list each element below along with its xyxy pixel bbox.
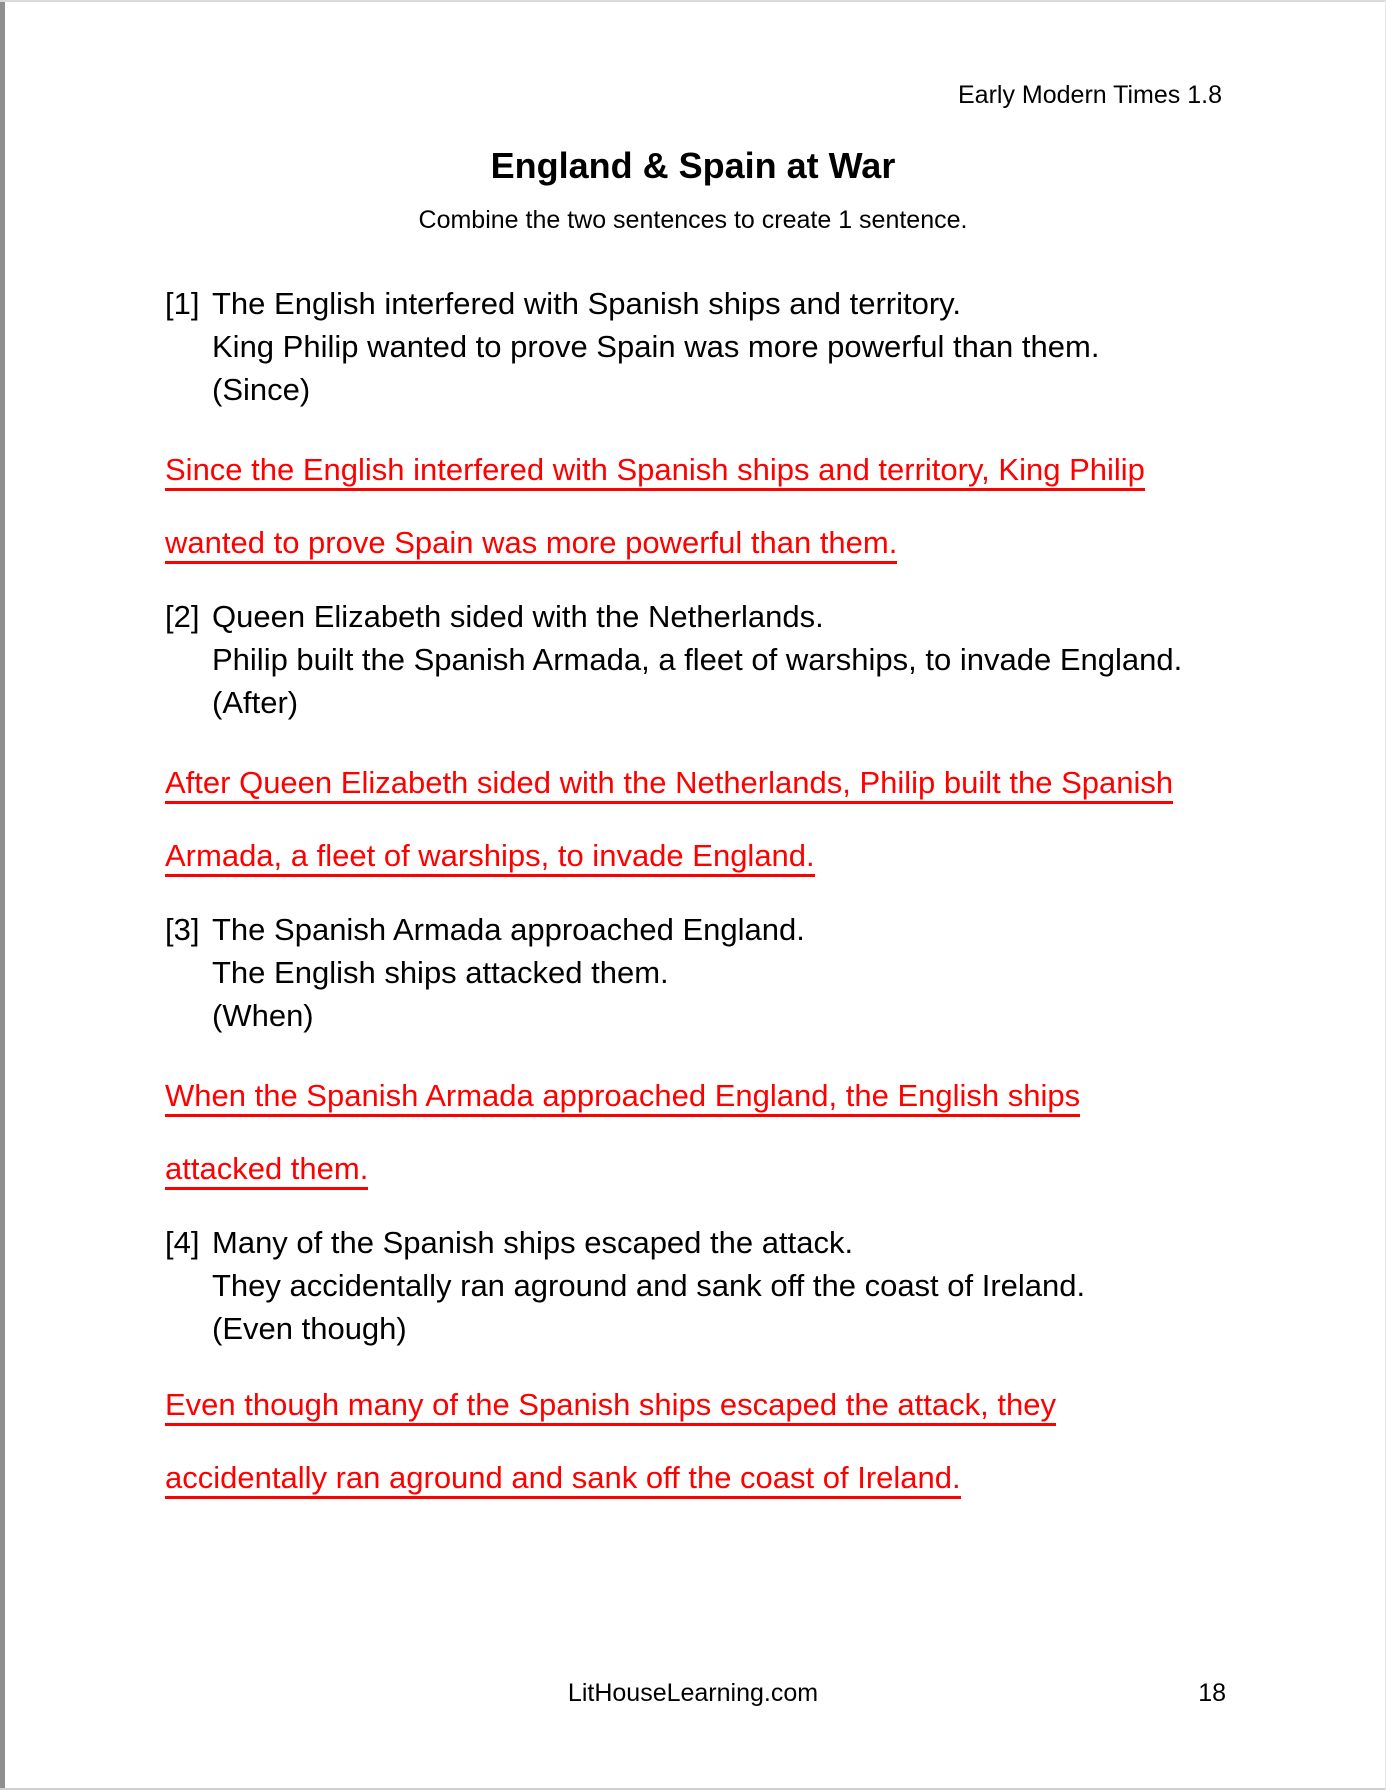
item-4-conjunction: (Even though) — [212, 1311, 407, 1346]
item-1-answer-text-1: Since the English interfered with Spanish ships and territory, King Philip — [165, 452, 1145, 491]
viewer-left-edge — [0, 0, 5, 1790]
item-2-sentence-2: Philip built the Spanish Armada, a fleet of warships, to invade England. — [212, 642, 1183, 677]
item-2-answer-line-1 — [165, 765, 1173, 801]
item-2-answer-text-2: Armada, a fleet of warships, to invade England. — [165, 838, 815, 877]
item-3-prompt — [212, 908, 805, 1037]
item-2-prompt — [212, 595, 1182, 724]
item-4-answer-line-1 — [165, 1387, 1056, 1423]
item-1-answer-line-1 — [165, 452, 1145, 488]
item-1-answer-line-2 — [165, 525, 897, 561]
item-4-answer-text-2: accidentally ran aground and sank off the coast of Ireland. — [165, 1460, 961, 1499]
item-3-answer-text-1: When the Spanish Armada approached England, the English ships — [165, 1078, 1080, 1117]
item-3-answer-line-1 — [165, 1078, 1080, 1114]
item-3-number: [3] — [165, 912, 200, 947]
item-3-conjunction: (When) — [212, 998, 314, 1033]
item-3-answer-text-2: attacked them. — [165, 1151, 368, 1190]
item-4-answer-text-1: Even though many of the Spanish ships escaped the attack, they — [165, 1387, 1056, 1426]
item-1-answer-text-2: wanted to prove Spain was more powerful than them. — [165, 525, 897, 564]
viewer-top-edge — [0, 0, 1386, 2]
item-4-sentence-1: Many of the Spanish ships escaped the attack. — [212, 1225, 854, 1260]
item-4-answer-line-2 — [165, 1460, 961, 1496]
item-3-answer-line-2 — [165, 1151, 368, 1187]
item-4-sentence-2: They accidentally ran aground and sank off the coast of Ireland. — [212, 1268, 1086, 1303]
page-title: England & Spain at War — [490, 145, 896, 186]
item-4-number: [4] — [165, 1225, 200, 1260]
item-1-sentence-1: The English interfered with Spanish ships and territory. — [212, 286, 961, 321]
page-instructions: Combine the two sentences to create 1 sentence. — [418, 206, 968, 234]
item-2-answer-line-2 — [165, 838, 815, 874]
footer-website: LitHouseLearning.com — [567, 1679, 819, 1707]
item-1-sentence-2: King Philip wanted to prove Spain was more powerful than them. — [212, 329, 1100, 364]
item-3-sentence-2: The English ships attacked them. — [212, 955, 669, 990]
item-1-prompt — [212, 282, 1099, 411]
page-header-label: Early Modern Times 1.8 — [958, 81, 1222, 109]
item-2-conjunction: (After) — [212, 685, 299, 720]
item-3-sentence-1: The Spanish Armada approached England. — [212, 912, 805, 947]
item-1-number: [1] — [165, 286, 200, 321]
item-2-answer-text-1: After Queen Elizabeth sided with the Netherlands, Philip built the Spanish — [165, 765, 1173, 804]
footer-page-number: 18 — [1198, 1679, 1226, 1707]
item-2-sentence-1: Queen Elizabeth sided with the Netherlands. — [212, 599, 824, 634]
item-4-prompt — [212, 1221, 1085, 1350]
item-2-number: [2] — [165, 599, 200, 634]
item-1-conjunction: (Since) — [212, 372, 311, 407]
